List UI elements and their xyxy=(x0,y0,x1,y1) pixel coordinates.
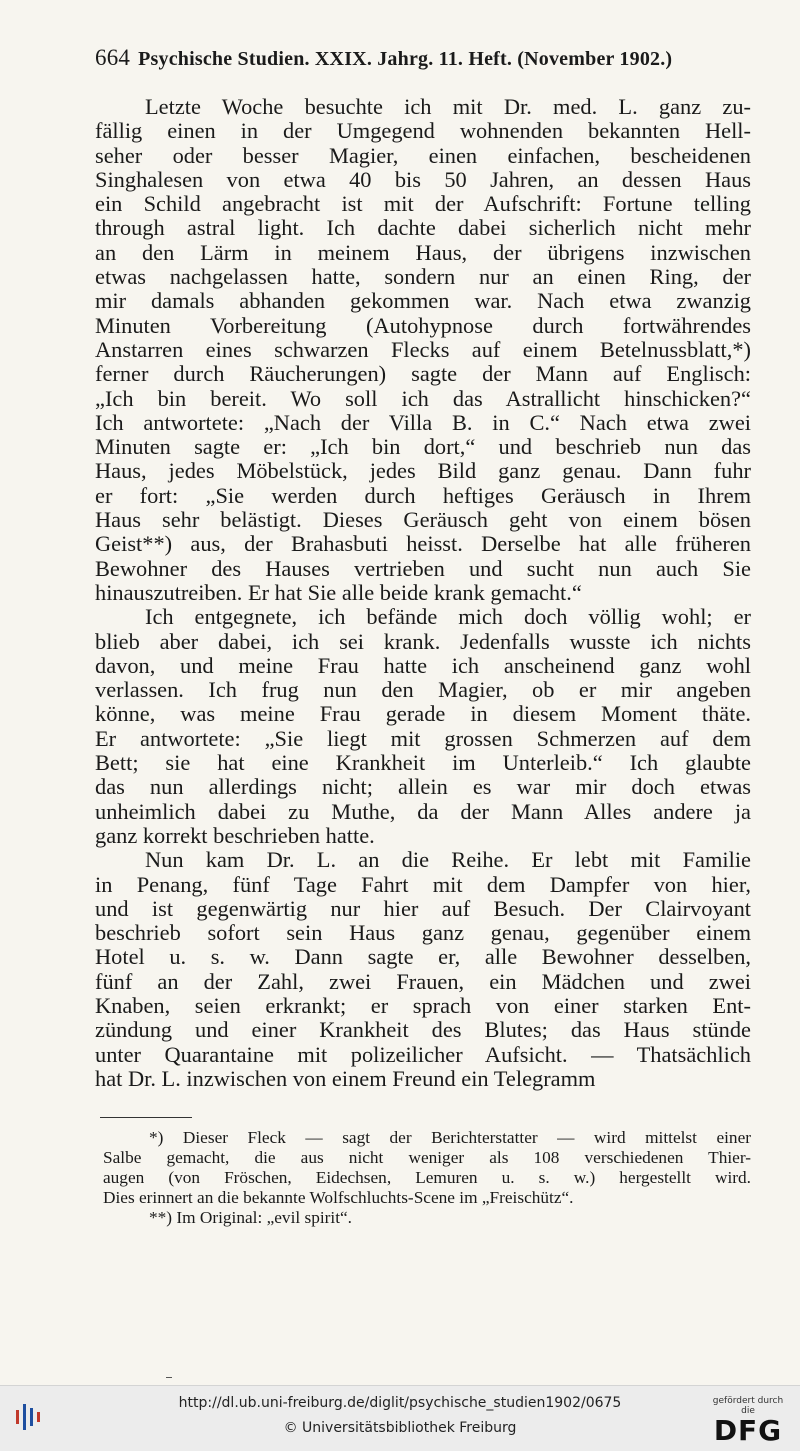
text-line: fünf an der Zahl, zwei Frauen, ein Mädchen und zwei xyxy=(95,968,751,994)
text-line: das nun allerdings nicht; allein es war mir doch etwas xyxy=(95,774,751,800)
text-line: in Penang, fünf Tage Fahrt mit dem Dampfer von hier, xyxy=(95,871,751,897)
text-line: davon, und meine Frau hatte ich anscheinend ganz wohl xyxy=(95,652,751,678)
text-line: Er antwortete: „Sie liegt mit grossen Schmerzen auf dem xyxy=(95,725,751,751)
text-line: Bewohner des Hauses vertrieben und sucht nun auch Sie xyxy=(95,555,751,581)
running-header xyxy=(95,45,755,71)
text-line: hat Dr. L. inzwischen von einem Freund ein Telegramm xyxy=(95,1065,596,1091)
text-line: er fort: „Sie werden durch heftiges Geräusch in Ihrem xyxy=(95,482,751,508)
dfg-wordmark: DFG xyxy=(713,1414,783,1447)
text-line: Knaben, seien erkrankt; er sprach von einer starken Ent- xyxy=(95,992,751,1018)
text-line: Hotel u. s. w. Dann sagte er, alle Bewohner desselben, xyxy=(95,944,751,970)
text-line: ganz korrekt beschrieben hatte. xyxy=(95,822,375,848)
text-line: hinauszutreiben. Er hat Sie alle beide krank gemacht.“ xyxy=(95,579,582,605)
text-line: Minuten sagte er: „Ich bin dort,“ und beschrieb nun das xyxy=(95,434,751,460)
text-line: Minuten Vorbereitung (Autohypnose durch fortwährendes xyxy=(95,312,751,338)
text-line: unter Quarantaine mit polizeilicher Aufsicht. — Thatsächlich xyxy=(95,1041,751,1067)
text-line: zündung und einer Krankheit des Blutes; das Haus stünde xyxy=(95,1017,751,1043)
text-line: fällig einen in der Umgegend wohnenden bekannten Hell- xyxy=(95,118,751,144)
stray-mark xyxy=(166,1377,172,1378)
text-line: verlassen. Ich frug nun den Magier, ob er mir angeben xyxy=(95,677,751,703)
copyright-text: © Universitätsbibliothek Freiburg xyxy=(283,1420,517,1436)
text-line: Bett; sie hat eine Krankheit im Unterleib.“ Ich glaubte xyxy=(95,750,751,776)
dfg-logo xyxy=(708,1396,788,1447)
text-line: Nun kam Dr. L. an die Reihe. Er lebt mit Familie xyxy=(145,847,751,873)
text-line: Haus sehr belästigt. Dieses Geräusch geht von einem bösen xyxy=(95,507,751,533)
text-line: Singhalesen von etwa 40 bis 50 Jahren, an dessen Haus xyxy=(95,166,751,192)
text-line: etwas nachgelassen hatte, sondern nur an einen Ring, der xyxy=(95,264,751,290)
paragraph xyxy=(95,848,751,1091)
body-text xyxy=(95,95,751,1091)
text-line: seher oder besser Magier, einen einfachen, bescheidenen xyxy=(95,142,751,168)
text-line: ein Schild angebracht ist mit der Aufschrift: Fortune telling xyxy=(95,191,751,217)
text-line: „Ich bin bereit. Wo soll ich das Astrallicht hinschicken?“ xyxy=(95,385,751,411)
text-line: Anstarren eines schwarzen Flecks auf einem Betelnussblatt,*) xyxy=(95,336,751,362)
dfg-caption: gefördert durch die xyxy=(712,1396,784,1416)
text-line: unheimlich dabei zu Muthe, da der Mann Alles andere ja xyxy=(95,798,751,824)
text-line: könne, was meine Frau gerade in diesem Moment thäte. xyxy=(95,701,751,727)
source-url[interactable]: http://dl.ub.uni-freiburg.de/diglit/psychische_studien1902/0675 xyxy=(178,1395,622,1411)
text-line: Ich antwortete: „Nach der Villa B. in C.“ Nach etwa zwei xyxy=(95,409,751,435)
footnote-line: Salbe gemacht, die aus nicht weniger als 108 verschiedenen Thier- xyxy=(103,1148,751,1167)
footnotes xyxy=(103,1128,751,1228)
text-line: ferner durch Räucherungen) sagte der Mann auf Englisch: xyxy=(95,361,751,387)
text-line: an den Lärm in meinem Haus, der übrigens inzwischen xyxy=(95,239,751,265)
footnote-line: Dies erinnert an die bekannte Wolfschluchts-Scene im „Freischütz“. xyxy=(103,1188,574,1207)
paragraph xyxy=(95,95,751,605)
text-line: Letzte Woche besuchte ich mit Dr. med. L. ganz zu- xyxy=(145,94,751,119)
footnote-line: augen (von Fröschen, Eidechsen, Lemuren u. s. w.) hergestellt wird. xyxy=(103,1168,751,1187)
page-number: 664 xyxy=(95,45,131,70)
text-line: und ist gegenwärtig nur hier auf Besuch. Der Clairvoyant xyxy=(95,895,751,921)
text-line: blieb aber dabei, ich sei krank. Jedenfalls wusste ich nichts xyxy=(95,628,751,654)
text-line: beschrieb sofort sein Haus ganz genau, gegenüber einem xyxy=(95,920,751,946)
text-line: through astral light. Ich dachte dabei sicherlich nicht mehr xyxy=(95,215,751,241)
footnote-line: **) Im Original: „evil spirit“. xyxy=(149,1208,353,1227)
footnote-rule xyxy=(100,1117,192,1118)
running-title: Psychische Studien. XXIX. Jahrg. 11. Heft. (November 1902.) xyxy=(138,48,673,70)
text-line: Geist**) aus, der Brahasbuti heisst. Derselbe hat alle früheren xyxy=(95,531,751,557)
text-line: Ich entgegnete, ich befände mich doch völlig wohl; er xyxy=(145,604,751,630)
viewer-footer xyxy=(0,1385,800,1451)
text-line: mir damals abhanden gekommen war. Nach etwa zwanzig xyxy=(95,288,751,314)
paragraph xyxy=(95,605,751,848)
text-line: Haus, jedes Möbelstück, jedes Bild ganz genau. Dann fuhr xyxy=(95,458,751,484)
footnote-line: *) Dieser Fleck — sagt der Berichterstatter — wird mittelst einer xyxy=(149,1128,751,1147)
